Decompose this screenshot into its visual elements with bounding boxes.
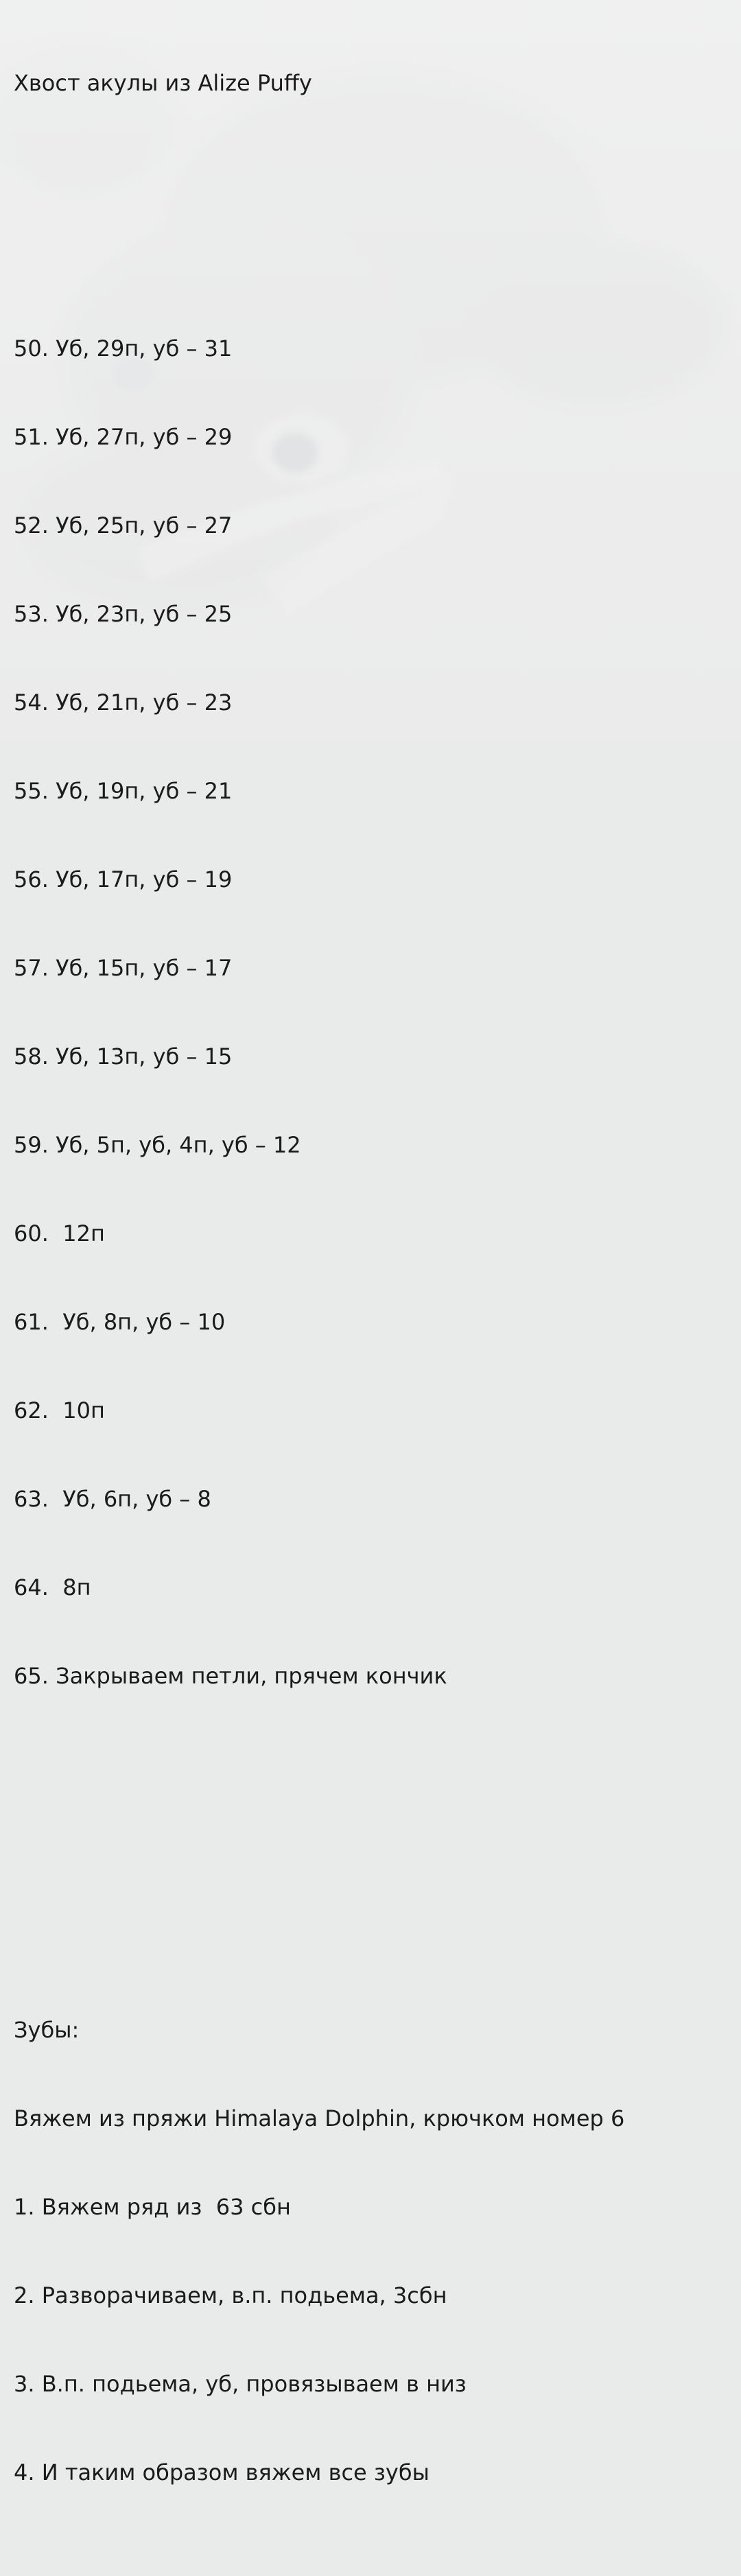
list-item: 55. Уб, 19п, уб – 21 <box>14 778 233 804</box>
list-item: 56. Уб, 17п, уб – 19 <box>14 866 233 893</box>
section-intro: Вяжем из пряжи Himalaya Dolphin, крючком номер 6 <box>14 2105 625 2131</box>
teeth-section <box>14 1957 734 2547</box>
list-item: 50. Уб, 29п, уб – 31 <box>14 335 233 362</box>
spacer <box>14 157 734 187</box>
list-item: 64. 8п <box>14 1574 91 1600</box>
list-item: 52. Уб, 25п, уб – 27 <box>14 512 233 539</box>
page-title: Хвост акулы из Alize Puffy <box>14 70 312 96</box>
list-item: 62. 10п <box>14 1397 105 1423</box>
list-item: 3. В.п. подьема, уб, провязываем в низ <box>14 2371 467 2397</box>
list-item: 57. Уб, 15п, уб – 17 <box>14 955 233 981</box>
list-item: 65. Закрываем петли, прячем кончик <box>14 1663 447 1689</box>
spacer <box>14 1839 734 1868</box>
section-heading: Зубы: <box>14 2017 80 2043</box>
list-item: 61. Уб, 8п, уб – 10 <box>14 1309 226 1335</box>
list-item: 51. Уб, 27п, уб – 29 <box>14 424 233 450</box>
list-item: 58. Уб, 13п, уб – 15 <box>14 1043 233 1070</box>
list-item: 59. Уб, 5п, уб, 4п, уб – 12 <box>14 1132 301 1158</box>
list-item: 63. Уб, 6п, уб – 8 <box>14 1486 211 1512</box>
list-item: 53. Уб, 23п, уб – 25 <box>14 601 233 627</box>
tail-rows-list <box>14 275 734 1750</box>
list-item: 2. Разворачиваем, в.п. подьема, 3сбн <box>14 2282 447 2308</box>
list-item: 60. 12п <box>14 1220 105 1246</box>
list-item: 1. Вяжем ряд из 63 сбн <box>14 2194 291 2220</box>
list-item: 54. Уб, 21п, уб – 23 <box>14 689 233 716</box>
pattern-text <box>14 10 734 2576</box>
list-item: 4. И таким образом вяжем все зубы <box>14 2459 430 2485</box>
